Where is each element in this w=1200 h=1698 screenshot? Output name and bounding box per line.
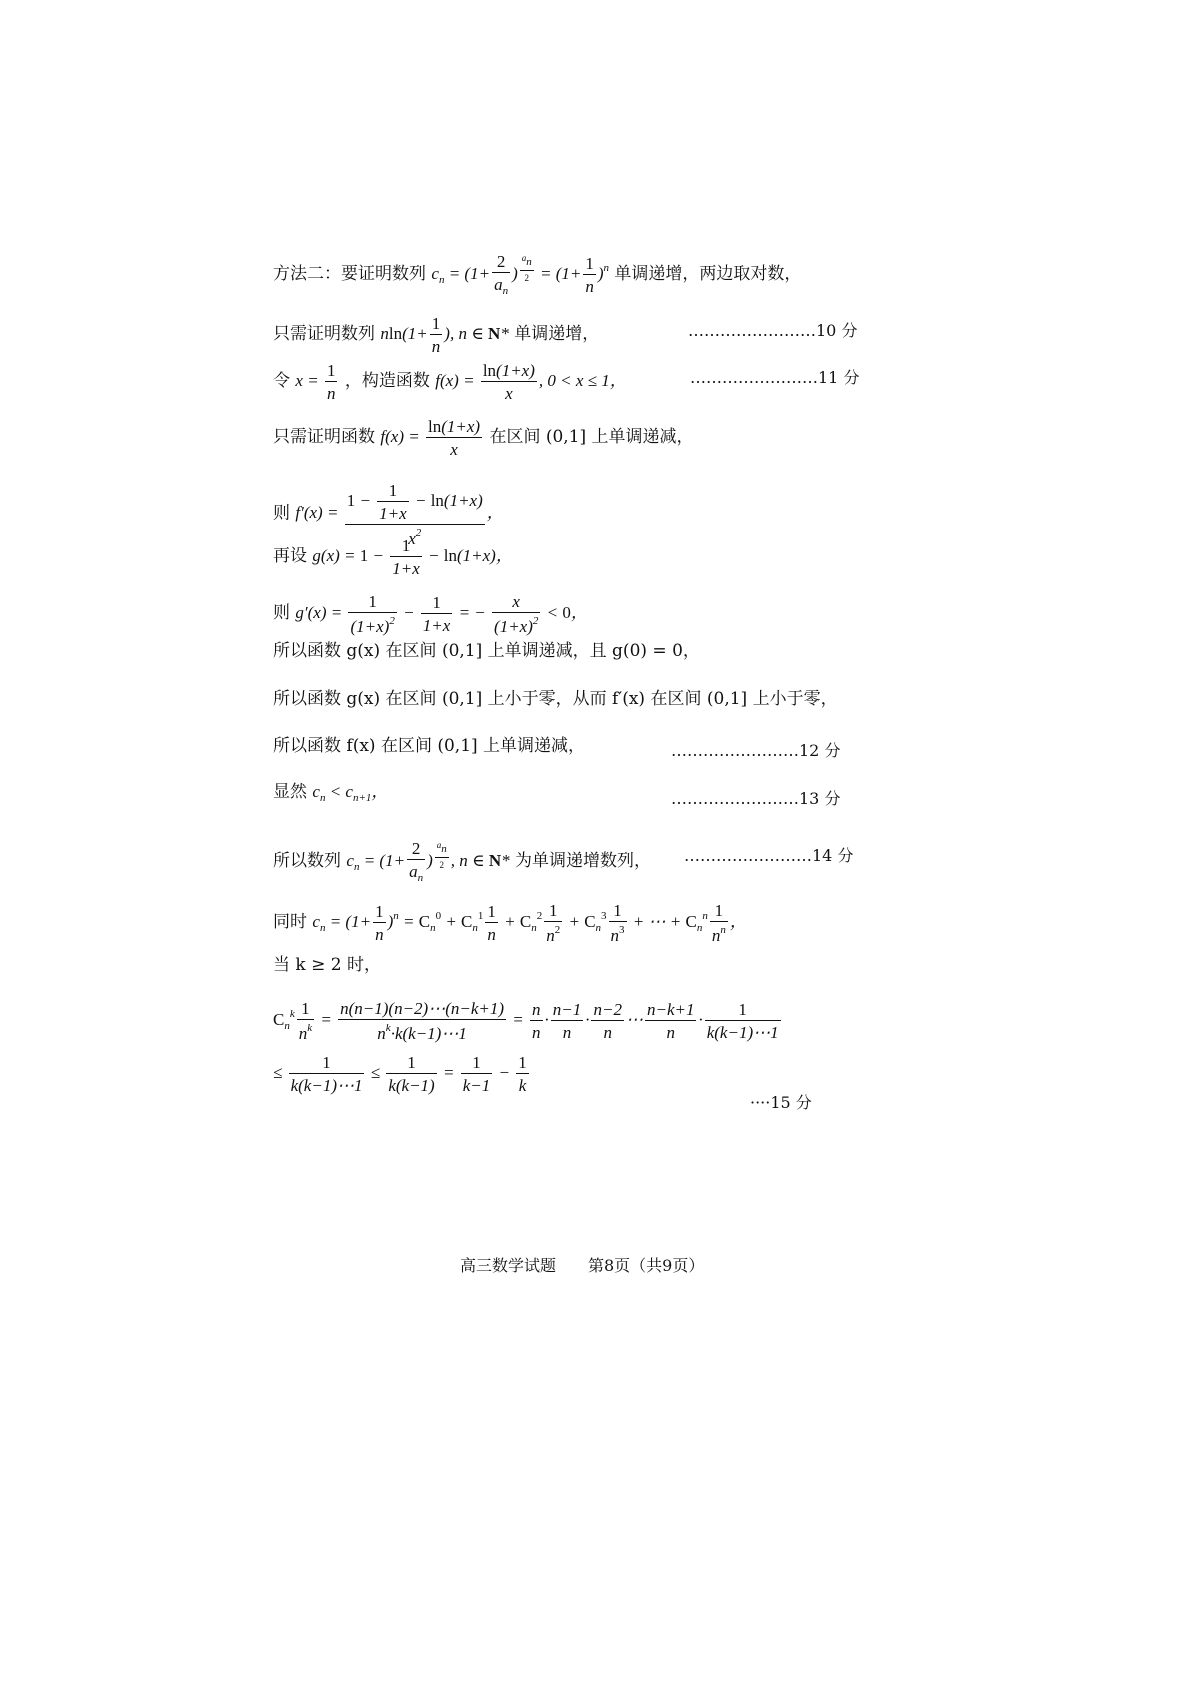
score-12: ……………………12 分 xyxy=(671,741,841,760)
seq-suffix: 为单调递增数列， xyxy=(515,850,652,871)
formula-binomial-expansion: $c_n = (1+$ $\frac{1}{n}$ )$^n = C_n^0 + C_n^1$ $\frac{1}{n}$ + $C_n^2$ $\frac{1}{n^2}$ + $C_n^3$ $\frac{1}{n^3}$ + ⋯ + $C_n^n$ $\frac{1}{n^n}$ ， xyxy=(312,901,747,945)
line-when-k: 当 k ≥ 2 时， xyxy=(273,955,381,975)
formula-fprime: f′(x) = 1 − $\frac{1}{1+x}$ − ln(1+x) $x^2$ ， xyxy=(295,481,504,548)
line-f-decreasing: 所以函数 f(x) 在区间 (0,1] 上单调递减， xyxy=(273,736,586,756)
line-obviously xyxy=(273,783,388,804)
line-gprime xyxy=(273,593,588,635)
formula-cn-def-2: $c_n = (1+$ $\frac{2}{a_n}$ ) $^{\frac{a_n}{2}}$ , n ∈ N* xyxy=(346,839,510,884)
formula-inequality: ≤ $\frac{1}{k(k-1)\cdots 1}$ ≤ $\frac{1}{k(k-1)}$ = $\frac{1}{k-1}$ − $\frac{1}{k}$ xyxy=(273,1053,527,1095)
line-gx-def xyxy=(273,537,513,577)
seq-text: 所以数列 xyxy=(273,850,341,871)
need-prove-func-text: 只需证明函数 xyxy=(273,426,375,447)
score-11: ……………………11 分 xyxy=(690,368,860,387)
need-prove-text: 只需证明数列 xyxy=(273,323,375,344)
need-prove-func-suffix: 在区间 (0,1] 上单调递减， xyxy=(489,426,694,447)
need-prove-suffix: 单调递增， xyxy=(514,323,600,344)
formula-gprime: g′(x) = $\frac{1}{(1+x)^2}$ − $\frac{1}{1+x}$ = − $\frac{x}{(1+x)^2}$ < 0， xyxy=(295,592,588,636)
line-seq-increasing xyxy=(273,840,651,884)
score-10: ……………………10 分 xyxy=(688,321,858,340)
method-two-suffix: 单调递增，两边取对数， xyxy=(614,263,802,284)
formula-fx-def: f(x) = $\frac{\ln(1+x)}{x}$ , 0 < x ≤ 1， xyxy=(435,361,627,403)
formula-ck-expansion: $C_n^k$ $\frac{1}{n^k}$ = $\frac{n(n-1)(n-2)\cdots(n-k+1)}{n^k\cdot k(k-1)\cdots 1}$ = $\frac{n}{n}$ · $\frac{n-1}{n}$ · $\frac{n-2}{n}$ ⋯ $\frac{n-k+1}{n}$ · $\frac{1}{k(k-1)\cdots 1}$ xyxy=(273,999,779,1043)
line-need-prove-func xyxy=(273,418,694,458)
formula-nln: nln(1+ $\frac{1}{n}$ ), n ∈ N* xyxy=(380,314,509,356)
formula-x-eq: x = $\frac{1}{n}$ xyxy=(295,361,336,403)
score-15: ····15 分 xyxy=(750,1093,812,1112)
formula-gx: g(x) = 1 − $\frac{1}{1+x}$ − ln(1+x)， xyxy=(312,536,513,578)
formula-cn-lt: $c_n < c_{n+1}$， xyxy=(312,782,389,804)
line-g-decreasing: 所以函数 g(x) 在区间 (0,1] 上单调递减，且 g(0) = 0， xyxy=(273,641,700,661)
line-ck-expansion xyxy=(273,1000,783,1042)
method-two-text: 方法二：要证明数列 xyxy=(273,263,426,284)
construct-text: ，构造函数 xyxy=(344,370,430,391)
line-method-two xyxy=(273,253,801,297)
then-text-1: 则 xyxy=(273,503,290,524)
line-let-x xyxy=(273,362,627,402)
score-14: ……………………14 分 xyxy=(684,846,854,865)
again-set-text: 再设 xyxy=(273,545,307,566)
line-inequality xyxy=(273,1054,531,1094)
let-text: 令 xyxy=(273,370,290,391)
formula-fx-def-2: f(x) = $\frac{\ln(1+x)}{x}$ xyxy=(380,417,481,459)
line-binomial xyxy=(273,902,747,944)
line-g-negative: 所以函数 g(x) 在区间 (0,1] 上小于零，从而 f′(x) 在区间 (0,1] 上小于零， xyxy=(273,689,838,709)
then-text-2: 则 xyxy=(273,602,290,623)
page-footer: 高三数学试题 第8页（共9页） xyxy=(460,1256,705,1275)
meanwhile-text: 同时 xyxy=(273,911,307,932)
obviously-text: 显然 xyxy=(273,782,307,802)
line-need-prove-seq xyxy=(273,315,599,355)
formula-cn-definition: $c_n = (1+$ $\frac{2}{a_n}$ ) $^{\frac{a_n}{2}}$ = (1+ $\frac{1}{n}$ )$^n$ xyxy=(431,252,610,297)
score-13: ……………………13 分 xyxy=(671,789,841,808)
